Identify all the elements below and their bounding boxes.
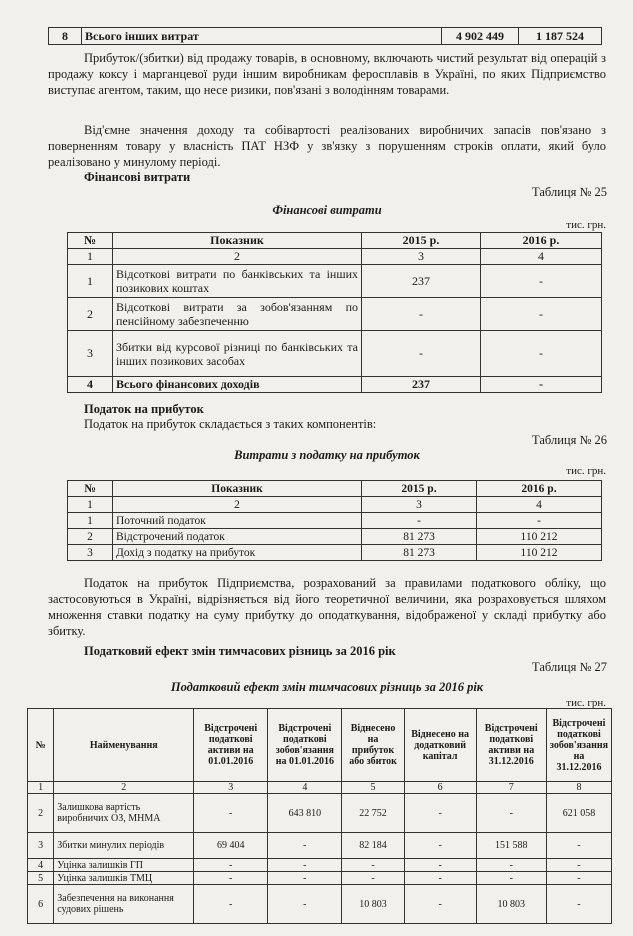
row-number: 2 (68, 298, 113, 331)
table-row (28, 794, 612, 833)
cell-value: - (194, 885, 268, 924)
cell-value: - (476, 859, 546, 872)
table-header-row (68, 233, 602, 249)
table-caption: Податковий ефект змін тимчасових різниць за 2016 рік (170, 680, 484, 694)
col-header: Показник (113, 481, 362, 497)
table-row (28, 885, 612, 924)
table-row (68, 331, 602, 377)
col-header: 2015 р. (362, 481, 477, 497)
table-total-row (68, 377, 602, 393)
col-header: № (28, 709, 54, 782)
cell-value: - (268, 885, 342, 924)
table-caption: Витрати з податку на прибуток (234, 448, 420, 462)
row-label: Збитки від курсової різниці по банківських та інших позикових засобах (113, 331, 362, 377)
cell-value: - (546, 833, 611, 859)
col-number-row (68, 249, 602, 265)
row-label: Відсоткові витрати по банківських та інших позикових коштах (113, 265, 362, 298)
col-header: 2016 р. (477, 481, 602, 497)
col-number: 3 (362, 497, 477, 513)
row-number: 1 (68, 265, 113, 298)
col-header: Віднесено на додатковий капітал (404, 709, 476, 782)
col-number-row (68, 497, 602, 513)
cell-value: - (546, 872, 611, 885)
cell-value: - (546, 859, 611, 872)
row-label: Поточний податок (113, 513, 362, 529)
row-number: 4 (28, 859, 54, 872)
unit-label: тис. грн. (566, 465, 606, 477)
row-label: Уцінка залишків ТМЦ (54, 872, 194, 885)
col-number: 6 (404, 782, 476, 794)
col-number: 1 (28, 782, 54, 794)
cell-value: - (268, 859, 342, 872)
row-number: 1 (68, 513, 113, 529)
value-2015: 81 273 (362, 545, 477, 561)
col-number: 3 (194, 782, 268, 794)
cell-value: - (404, 833, 476, 859)
value-2016: - (481, 265, 602, 298)
col-header: 2015 р. (362, 233, 481, 249)
row-number: 2 (28, 794, 54, 833)
col-number: 4 (268, 782, 342, 794)
table-caption: Фінансові витрати (272, 203, 382, 217)
row-number: 3 (28, 833, 54, 859)
table-row (68, 265, 602, 298)
financial-expenses-table (67, 232, 602, 393)
row-number: 6 (28, 885, 54, 924)
value-2015: - (362, 513, 477, 529)
table-number: Таблиця № 27 (532, 660, 607, 674)
cell-value: - (268, 833, 342, 859)
row-number: 8 (49, 28, 82, 45)
table-row (68, 529, 602, 545)
col-number: 8 (546, 782, 611, 794)
table-row (68, 298, 602, 331)
cell-value: 621 058 (546, 794, 611, 833)
table-row (68, 545, 602, 561)
col-number: 5 (342, 782, 404, 794)
cell-value: 82 184 (342, 833, 404, 859)
col-header: Віднесено на прибуток або збиток (342, 709, 404, 782)
col-header: Відстрочені податкові активи на 31.12.2016 (476, 709, 546, 782)
value-2016: - (481, 331, 602, 377)
col-number-row (28, 782, 612, 794)
cell-value: - (404, 872, 476, 885)
row-label: Дохід з податку на прибуток (113, 545, 362, 561)
row-number: 4 (68, 377, 113, 393)
section-heading-tax-effect: Податковий ефект змін тимчасових різниць за 2016 рік (84, 644, 396, 658)
cell-value: - (194, 872, 268, 885)
value-2016: 110 212 (477, 529, 602, 545)
row-number: 3 (68, 545, 113, 561)
value-2015: 81 273 (362, 529, 477, 545)
value-2015: 237 (362, 377, 481, 393)
cell-value: - (476, 794, 546, 833)
col-header: Показник (113, 233, 362, 249)
cell-value: 22 752 (342, 794, 404, 833)
cell-value: - (546, 885, 611, 924)
table-header-row (28, 709, 612, 782)
row-label: Всього фінансових доходів (113, 377, 362, 393)
value-2015: - (362, 331, 481, 377)
col-header: Відстрочені податкові активи на 01.01.2016 (194, 709, 268, 782)
cell-value: - (342, 872, 404, 885)
col-header: Найменування (54, 709, 194, 782)
col-header: № (68, 233, 113, 249)
other-expenses-total-table (48, 27, 602, 45)
value-2016: 110 212 (477, 545, 602, 561)
col-number: 7 (476, 782, 546, 794)
col-number: 2 (113, 249, 362, 265)
value-2015: 237 (362, 265, 481, 298)
row-label: Забезпечення на виконання судових рішень (54, 885, 194, 924)
table-row (68, 513, 602, 529)
tax-intro: Податок на прибуток складається з таких компонентів: (84, 417, 377, 431)
row-label: Відсоткові витрати за зобов'язанням по пенсійному забезпеченню (113, 298, 362, 331)
row-number: 5 (28, 872, 54, 885)
cell-value: - (268, 872, 342, 885)
cell-value: 69 404 (194, 833, 268, 859)
cell-value: - (404, 794, 476, 833)
unit-label: тис. грн. (566, 697, 606, 709)
value-2015: - (362, 298, 481, 331)
col-header: 2016 р. (481, 233, 602, 249)
col-header: Відстрочені податкові зобов'язання на 01.01.2016 (268, 709, 342, 782)
paragraph-tax-explanation: Податок на прибуток Підприємства, розрахований за правилами податкового обліку, що застосовуються в Україні, відрізняється від його теоретичної величини, яка розраховується шляхом множення ставки податку на суму прибутку до оподаткування, відображеної у складі прибутку або збитку. (48, 576, 606, 638)
cell-value: 151 588 (476, 833, 546, 859)
tax-effect-table (27, 708, 612, 924)
table-header-row (68, 481, 602, 497)
row-label: Уцінка залишків ГП (54, 859, 194, 872)
row-number: 3 (68, 331, 113, 377)
col-number: 4 (481, 249, 602, 265)
paragraph-negative-income: Від'ємне значення доходу та собівартості реалізованих виробничих запасів пов'язано з поверненням товару у власність ПАТ НЗФ у зв'язку з порушенням строків оплати, який було реалізовано у минулому періоді. (48, 123, 606, 169)
row-number: 2 (68, 529, 113, 545)
col-header: № (68, 481, 113, 497)
tax-expenses-table (67, 480, 602, 561)
table-row (28, 872, 612, 885)
cell-value: 10 803 (342, 885, 404, 924)
col-number: 2 (113, 497, 362, 513)
col-header: Відстрочені податкові зобов'язання на 31.12.2016 (546, 709, 611, 782)
table-number: Таблиця № 25 (532, 185, 607, 199)
paragraph-sales-profit: Прибуток/(збитки) від продажу товарів, в основному, включають чистий результат від операцій з продажу коксу і марганцевої руди іншим виробникам феросплавів в Україні, по яких Підприємство виступає агентом, таким, що несе ризики, пов'язані з володінням товарами. (48, 51, 606, 97)
unit-label: тис. грн. (566, 219, 606, 231)
col-number: 1 (68, 497, 113, 513)
value-2016: - (477, 513, 602, 529)
cell-value: - (404, 885, 476, 924)
value-2015: 4 902 449 (442, 28, 519, 45)
col-number: 2 (54, 782, 194, 794)
cell-value: - (342, 859, 404, 872)
row-label: Залишкова вартість виробничих ОЗ, МНМА (54, 794, 194, 833)
value-2016: - (481, 298, 602, 331)
cell-value: 643 810 (268, 794, 342, 833)
cell-value: - (194, 794, 268, 833)
row-label: Збитки минулих періодів (54, 833, 194, 859)
row-label: Всього інших витрат (82, 28, 442, 45)
value-2016: 1 187 524 (519, 28, 602, 45)
col-number: 1 (68, 249, 113, 265)
cell-value: - (404, 859, 476, 872)
table-row (28, 833, 612, 859)
value-2016: - (481, 377, 602, 393)
col-number: 4 (477, 497, 602, 513)
table-row (28, 859, 612, 872)
table-row (49, 28, 602, 45)
cell-value: - (476, 872, 546, 885)
section-heading-financial: Фінансові витрати (84, 170, 191, 184)
col-number: 3 (362, 249, 481, 265)
cell-value: - (194, 859, 268, 872)
section-heading-tax: Податок на прибуток (84, 402, 204, 416)
row-label: Відстрочений податок (113, 529, 362, 545)
cell-value: 10 803 (476, 885, 546, 924)
table-number: Таблиця № 26 (532, 433, 607, 447)
